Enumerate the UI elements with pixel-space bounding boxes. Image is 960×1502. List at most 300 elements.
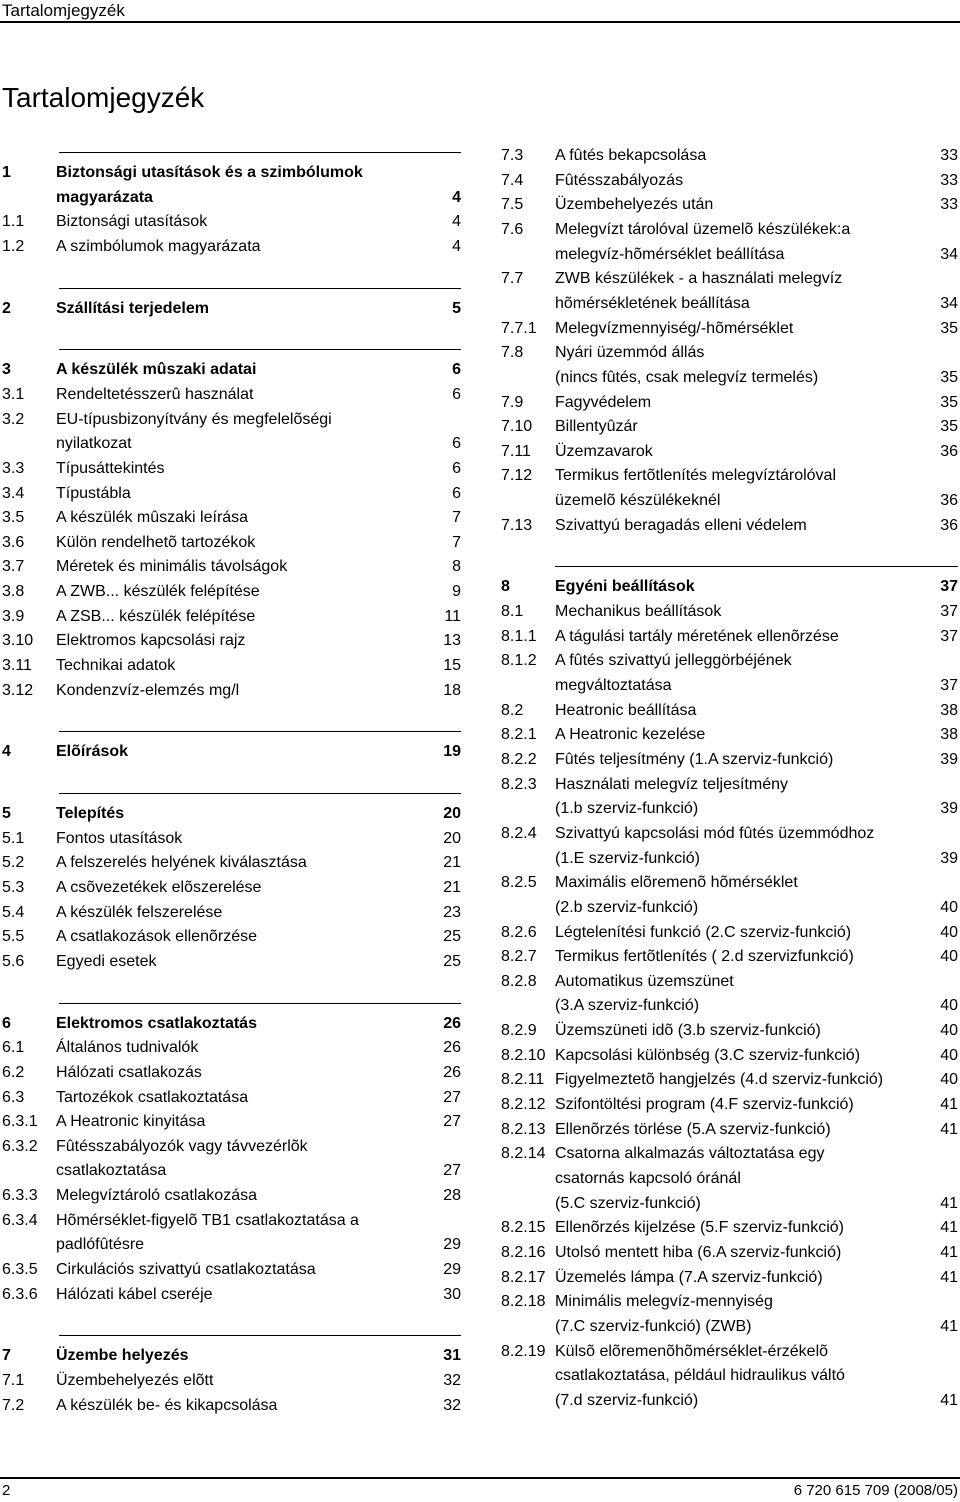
toc-entry[interactable]: [501, 1043, 958, 1068]
toc-entry[interactable]: [2, 357, 461, 382]
toc-entry-title: magyarázata: [56, 188, 153, 206]
toc-entry-page: 40: [940, 923, 958, 941]
toc-entry-title: (1.E szerviz-funkció): [555, 849, 700, 867]
toc-entry-title: Fagyvédelem: [555, 393, 652, 411]
toc-entry-number: 1: [2, 164, 11, 181]
toc-entry[interactable]: [2, 604, 461, 629]
toc-entry-title: A Heatronic kezelése: [555, 726, 706, 744]
section-rule: [59, 731, 461, 732]
toc-entry-title: (3.A szerviz-funkció): [555, 997, 700, 1015]
toc-entry-number: 3.12: [2, 681, 34, 699]
toc-entry-page: 33: [940, 196, 958, 214]
toc-entry-page: 26: [443, 1039, 461, 1057]
toc-entry-title: A ZWB... készülék felépítése: [56, 583, 260, 601]
toc-entry[interactable]: [2, 554, 461, 579]
toc-entry-number: 8.2.19: [501, 1342, 546, 1360]
toc-entry-title: Tartozékok csatlakoztatása: [56, 1088, 249, 1106]
toc-entry-number: 8.1.1: [501, 627, 537, 645]
toc-entry-number: 6.3.1: [2, 1113, 38, 1131]
toc-entry-page: 34: [940, 245, 958, 263]
toc-entry-title: Rendeltetésszerû használat: [56, 385, 254, 403]
toc-entry-number: 6.3.6: [2, 1285, 38, 1303]
toc-entry-title: Üzemszüneti idõ (3.b szerviz-funkció): [555, 1022, 821, 1040]
toc-entry-page: 7: [452, 533, 461, 551]
toc-entry[interactable]: [501, 463, 958, 488]
toc-entry-number: 8.2.6: [501, 923, 537, 941]
toc-entry-page: 26: [443, 1063, 461, 1081]
toc-entry-page: 27: [443, 1088, 461, 1106]
toc-entry-number: 8.2.13: [501, 1120, 546, 1138]
toc-entry[interactable]: [2, 209, 461, 234]
toc-entry-title: Szifontöltési program (4.F szerviz-funkció): [555, 1096, 854, 1114]
toc-entry-page: 33: [940, 147, 958, 164]
toc-entry[interactable]: [2, 1158, 461, 1183]
toc-entry[interactable]: [2, 1343, 461, 1368]
section-rule: [59, 793, 461, 794]
toc-entry-page: 36: [940, 492, 958, 510]
toc-entry-page: 40: [940, 1046, 958, 1064]
toc-entry-title: Telepítés: [56, 805, 125, 822]
toc-entry-number: 3.10: [2, 632, 34, 650]
toc-entry[interactable]: [501, 1265, 958, 1290]
toc-entry[interactable]: [2, 1393, 461, 1418]
toc-entry-page: 15: [443, 657, 461, 675]
toc-entry[interactable]: [501, 574, 958, 599]
toc-entry-title: Üzembehelyezés elõtt: [56, 1372, 214, 1389]
toc-entry-number: 6.3.5: [2, 1261, 38, 1279]
toc-entry-page: 41: [940, 1391, 958, 1409]
toc-entry[interactable]: [501, 365, 958, 390]
toc-entry-number: 6.3.4: [2, 1211, 38, 1229]
toc-entry-title: Figyelmeztetõ hangjelzés (4.d szerviz-funkció): [555, 1071, 884, 1089]
toc-entry-title: Hálózati kábel cseréje: [56, 1285, 213, 1303]
toc-entry-page: 26: [443, 1014, 461, 1032]
toc-entry[interactable]: [2, 530, 461, 555]
toc-entry-title: A készülék mûszaki adatai: [56, 361, 257, 379]
toc-entry[interactable]: [501, 1215, 958, 1240]
toc-entry-number: 7.1: [2, 1372, 25, 1389]
toc-entry[interactable]: [2, 579, 461, 604]
toc-entry-title: Hõmérséklet-figyelõ TB1 csatlakoztatása a: [56, 1211, 359, 1229]
toc-entry-number: 5.1: [2, 829, 25, 847]
toc-entry-number: 3.8: [2, 583, 25, 601]
toc-entry-number: 3.2: [2, 410, 25, 428]
toc-entry-title: Elektromos kapcsolási rajz: [56, 632, 246, 650]
toc-entry-page: 41: [940, 1243, 958, 1261]
toc-entry-page: 36: [940, 442, 958, 460]
toc-entry[interactable]: [2, 1208, 461, 1233]
toc-entry-page: 37: [940, 603, 958, 621]
toc-entry-title: Automatikus üzemszünet: [555, 972, 734, 990]
toc-entry-title: Fûtésszabályozás: [555, 171, 684, 189]
toc-entry-title: Hálózati csatlakozás: [56, 1063, 202, 1081]
toc-entry[interactable]: [501, 291, 958, 316]
toc-entry-title: A tágulási tartály méretének ellenõrzése: [555, 627, 839, 645]
toc-entry-number: 1.1: [2, 213, 25, 231]
toc-entry-title: melegvíz-hõmérséklet beállítása: [555, 245, 785, 263]
toc-entry[interactable]: [501, 242, 958, 267]
toc-entry-page: 40: [940, 1071, 958, 1089]
toc-entry-page: 35: [940, 418, 958, 436]
toc-entry-title: nyilatkozat: [56, 435, 132, 453]
toc-entry[interactable]: [501, 796, 958, 821]
toc-entry-number: 7.7.1: [501, 319, 537, 337]
toc-entry-page: 29: [443, 1236, 461, 1254]
section-rule: [59, 1003, 461, 1004]
toc-entry[interactable]: [501, 1363, 958, 1388]
toc-entry-number: 3: [2, 361, 11, 379]
toc-entry[interactable]: [2, 653, 461, 678]
toc-entry[interactable]: [2, 1134, 461, 1159]
toc-entry[interactable]: [501, 673, 958, 698]
toc-entry-number: 8.2.1: [501, 726, 537, 744]
toc-entry-page: 18: [443, 681, 461, 699]
toc-entry-title: Szivattyú beragadás elleni védelem: [555, 516, 807, 534]
toc-entry[interactable]: [501, 1240, 958, 1265]
toc-entry-number: 8.2.4: [501, 824, 537, 842]
toc-entry-title: Biztonsági utasítások és a szimbólumok: [56, 164, 363, 181]
toc-entry[interactable]: [501, 390, 958, 415]
toc-entry-title: A készülék be- és kikapcsolása: [56, 1396, 278, 1414]
toc-entry-number: 8.2.8: [501, 972, 537, 990]
toc-entry[interactable]: [2, 1109, 461, 1134]
toc-entry-page: 27: [443, 1162, 461, 1180]
toc-entry-number: 7.13: [501, 516, 533, 534]
toc-entry-title: (7.d szerviz-funkció): [555, 1391, 699, 1409]
toc-entry-title: Fûtésszabályozók vagy távvezérlõk: [56, 1137, 308, 1155]
toc-entry-title: (5.C szerviz-funkció): [555, 1194, 701, 1212]
toc-entry-title: Üzembe helyezés: [56, 1347, 189, 1365]
toc-entry-number: 8.2.7: [501, 948, 537, 966]
toc-entry[interactable]: [501, 1314, 958, 1339]
toc-entry-page: 34: [940, 294, 958, 312]
toc-entry-title: hõmérsékletének beállítása: [555, 294, 750, 312]
toc-entry-title: Mechanikus beállítások: [555, 603, 722, 621]
toc-entry-number: 7: [2, 1347, 11, 1365]
section-rule: [59, 349, 461, 350]
toc-entry[interactable]: [501, 599, 958, 624]
toc-entry-page: 32: [443, 1372, 461, 1389]
toc-entry-title: Minimális melegvíz-mennyiség: [555, 1293, 773, 1311]
toc-entry[interactable]: [2, 826, 461, 851]
toc-entry-title: Ellenõrzés törlése (5.A szerviz-funkció): [555, 1120, 831, 1138]
toc-entry[interactable]: [501, 698, 958, 723]
toc-entry-page: 37: [940, 578, 958, 596]
toc-entry-number: 6: [2, 1014, 11, 1032]
toc-entry-title: Üzembehelyezés után: [555, 196, 714, 214]
toc-entry-number: 8: [501, 578, 510, 596]
toc-entry-number: 3.6: [2, 533, 25, 551]
toc-entry-title: Utolsó mentett hiba (6.A szerviz-funkció): [555, 1243, 842, 1261]
toc-entry[interactable]: [501, 870, 958, 895]
toc-entry-page: 25: [443, 952, 461, 970]
toc-entry-title: üzemelõ készülékeknél: [555, 492, 721, 510]
toc-entry-title: Melegvíztároló csatlakozása: [56, 1187, 257, 1205]
toc-entry-title: csatlakoztatása, például hidraulikus váltó: [555, 1367, 845, 1385]
toc-entry-page: 41: [940, 1268, 958, 1286]
toc-entry[interactable]: [501, 1166, 958, 1191]
toc-entry-number: 7.9: [501, 393, 524, 411]
toc-entry-page: 38: [940, 726, 958, 744]
toc-entry-title: Biztonsági utasítások: [56, 213, 208, 231]
toc-entry-page: 4: [452, 237, 461, 255]
toc-entry-number: 8.2.15: [501, 1219, 546, 1237]
toc-entry-number: 7.2: [2, 1396, 25, 1414]
toc-entry-number: 8.1.2: [501, 652, 537, 670]
toc-entry[interactable]: [2, 1232, 461, 1257]
toc-entry[interactable]: [2, 678, 461, 703]
toc-entry[interactable]: [2, 1282, 461, 1307]
toc-entry-number: 8.2.3: [501, 775, 537, 793]
toc-entry-title: A felszerelés helyének kiválasztása: [56, 854, 307, 872]
toc-entry-page: 20: [443, 805, 461, 822]
toc-entry[interactable]: [501, 439, 958, 464]
toc-entry-number: 1.2: [2, 237, 25, 255]
toc-entry-number: 7.3: [501, 147, 524, 164]
toc-entry[interactable]: [2, 456, 461, 481]
toc-entry[interactable]: [2, 1368, 461, 1393]
toc-entry-page: 40: [940, 997, 958, 1015]
toc-entry-number: 3.7: [2, 558, 25, 576]
toc-entry[interactable]: [501, 944, 958, 969]
toc-entry-page: 39: [940, 750, 958, 768]
toc-entry-title: A fûtés szivattyú jelleggörbéjének: [555, 652, 792, 670]
toc-entry-number: 7.4: [501, 171, 524, 189]
toc-entry-title: megváltoztatása: [555, 677, 672, 694]
toc-entry-title: Kapcsolási különbség (3.C szerviz-funkció): [555, 1046, 861, 1064]
toc-entry-page: 4: [452, 188, 461, 206]
toc-entry-number: 8.2.2: [501, 750, 537, 768]
toc-entry[interactable]: [2, 875, 461, 900]
toc-entry[interactable]: [501, 1141, 958, 1166]
toc-entry-title: Egyedi esetek: [56, 952, 157, 970]
toc-entry[interactable]: [2, 407, 461, 432]
toc-entry-title: ZWB készülékek - a használati melegvíz: [555, 270, 843, 288]
toc-entry-number: 7.5: [501, 196, 524, 214]
footer-rule: [0, 1477, 960, 1479]
toc-entry-number: 5.5: [2, 928, 25, 946]
toc-entry-number: 7.7: [501, 270, 524, 288]
toc-entry-title: A csõvezetékek elõszerelése: [56, 878, 262, 896]
toc-entry[interactable]: [501, 513, 958, 538]
toc-entry-page: 40: [940, 1022, 958, 1040]
toc-entry-title: Billentyûzár: [555, 418, 638, 436]
toc-entry-title: Melegvízt tárolóval üzemelõ készülékek:a: [555, 220, 851, 238]
toc-entry[interactable]: [501, 192, 958, 217]
toc-entry-title: Elektromos csatlakoztatás: [56, 1014, 257, 1032]
toc-entry-title: A készülék felszerelése: [56, 903, 223, 921]
toc-entry[interactable]: [501, 772, 958, 797]
toc-entry[interactable]: [501, 920, 958, 945]
toc-entry-page: 9: [452, 583, 461, 601]
toc-entry[interactable]: [501, 846, 958, 871]
footer-doc-id: 6 720 615 709 (2008/05): [793, 1482, 958, 1499]
toc-entry-number: 3.9: [2, 607, 25, 625]
toc-entry-title: Heatronic beállítása: [555, 701, 697, 719]
toc-entry-page: 6: [452, 385, 461, 403]
toc-entry[interactable]: [2, 481, 461, 506]
toc-entry-title: A szimbólumok magyarázata: [56, 237, 261, 255]
toc-entry[interactable]: [501, 1289, 958, 1314]
toc-entry[interactable]: [501, 1067, 958, 1092]
toc-entry[interactable]: [2, 1060, 461, 1085]
toc-entry-page: 6: [452, 435, 461, 453]
toc-entry[interactable]: [501, 168, 958, 193]
toc-entry[interactable]: [501, 722, 958, 747]
toc-entry-page: 20: [443, 829, 461, 847]
toc-entry-title: Légtelenítési funkció (2.C szerviz-funkció): [555, 923, 852, 941]
toc-entry[interactable]: [2, 505, 461, 530]
toc-entry[interactable]: [2, 1257, 461, 1282]
toc-entry-number: 7.8: [501, 344, 524, 362]
toc-entry[interactable]: [501, 969, 958, 994]
toc-entry[interactable]: [2, 1035, 461, 1060]
toc-entry-page: 13: [443, 632, 461, 650]
toc-entry[interactable]: [2, 900, 461, 925]
toc-entry-page: 40: [940, 898, 958, 916]
toc-entry-number: 8.2.12: [501, 1096, 546, 1114]
toc-entry[interactable]: [501, 1117, 958, 1142]
toc-entry-number: 8.1: [501, 603, 524, 621]
toc-entry[interactable]: [2, 160, 461, 185]
toc-entry-number: 3.1: [2, 385, 25, 403]
toc-entry-title: Termikus fertõtlenítés ( 2.d szervizfunkció): [555, 948, 854, 966]
toc-entry-page: 23: [443, 903, 461, 921]
toc-entry-page: 29: [443, 1261, 461, 1279]
toc-entry[interactable]: [501, 143, 958, 168]
toc-entry[interactable]: [2, 1183, 461, 1208]
toc-entry[interactable]: [501, 993, 958, 1018]
toc-entry-number: 8.2.5: [501, 874, 537, 892]
footer-page-number: 2: [2, 1482, 11, 1499]
toc-entry-page: 11: [444, 607, 461, 625]
toc-entry-title: (2.b szerviz-funkció): [555, 898, 699, 916]
toc-entry-title: csatornás kapcsoló óránál: [555, 1170, 741, 1187]
toc-entry-page: 28: [443, 1187, 461, 1205]
toc-entry-number: 7.12: [501, 467, 533, 485]
toc-entry[interactable]: [2, 850, 461, 875]
toc-entry[interactable]: [2, 1011, 461, 1036]
toc-entry-page: 31: [443, 1347, 461, 1365]
toc-entry-title: Kondenzvíz-elemzés mg/l: [56, 681, 240, 699]
section-rule: [555, 566, 958, 567]
toc-entry-page: 19: [443, 743, 461, 761]
toc-entry-title: Használati melegvíz teljesítmény: [555, 775, 788, 793]
toc-entry-number: 6.1: [2, 1039, 25, 1057]
toc-entry[interactable]: [501, 821, 958, 846]
toc-entry[interactable]: [501, 1092, 958, 1117]
toc-entry-title: Cirkulációs szivattyú csatlakoztatása: [56, 1261, 316, 1279]
toc-entry[interactable]: [2, 296, 461, 321]
toc-entry[interactable]: [501, 895, 958, 920]
toc-entry[interactable]: [501, 217, 958, 242]
toc-entry[interactable]: [2, 1085, 461, 1110]
toc-entry-number: 3.11: [2, 657, 32, 675]
toc-entry-number: 8.2.14: [501, 1145, 546, 1163]
toc-entry-title: Maximális elõremenõ hõmérséklet: [555, 874, 798, 892]
toc-entry-page: 37: [940, 627, 958, 645]
toc-entry[interactable]: [501, 624, 958, 649]
toc-entry[interactable]: [501, 266, 958, 291]
running-header: [0, 0, 960, 23]
toc-entry[interactable]: [501, 1388, 958, 1413]
toc-entry-number: 7.11: [501, 442, 531, 460]
toc-entry-title: Típusáttekintés: [56, 459, 165, 477]
running-title: Tartalomjegyzék: [2, 1, 125, 20]
toc-entry-page: 41: [940, 1120, 958, 1138]
toc-entry-page: 4: [452, 213, 461, 231]
toc-entry-title: A csatlakozások ellenõrzése: [56, 928, 257, 946]
toc-entry-number: 7.10: [501, 418, 533, 436]
toc-entry-title: Szállítási terjedelem: [56, 299, 209, 317]
toc-entry-page: 5: [452, 299, 461, 317]
toc-entry-title: Nyári üzemmód állás: [555, 344, 705, 362]
toc-entry-page: 8: [452, 558, 461, 576]
toc-entry-number: 8.2.17: [501, 1268, 546, 1286]
toc-entry-title: (nincs fûtés, csak melegvíz termelés): [555, 368, 819, 386]
toc-entry-number: 5.3: [2, 878, 25, 896]
toc-entry[interactable]: [501, 1339, 958, 1364]
toc-entry-title: Ellenõrzés kijelzése (5.F szerviz-funkció): [555, 1219, 844, 1237]
toc-entry-title: (1.b szerviz-funkció): [555, 800, 699, 818]
toc-entry[interactable]: [2, 382, 461, 407]
toc-entry[interactable]: [2, 801, 461, 826]
toc-entry-title: csatlakoztatása: [56, 1162, 167, 1180]
toc-entry[interactable]: [501, 1018, 958, 1043]
toc-entry-page: 35: [940, 368, 958, 386]
toc-entry[interactable]: [2, 739, 461, 764]
toc-entry[interactable]: [501, 316, 958, 341]
toc-entry-title: padlófûtésre: [56, 1236, 145, 1254]
toc-entry-title: EU-típusbizonyítvány és megfelelõségi: [56, 410, 332, 428]
toc-entry-number: 6.3.3: [2, 1187, 38, 1205]
toc-entry-title: Üzemelés lámpa (7.A szerviz-funkció): [555, 1268, 823, 1286]
section-rule: [59, 152, 461, 153]
toc-entry-title: Üzemzavarok: [555, 442, 653, 460]
toc-entry-page: 21: [443, 878, 461, 896]
toc-entry-number: 8.2: [501, 701, 524, 719]
toc-entry-number: 6.3: [2, 1088, 25, 1106]
toc-entry-title: Egyéni beállítások: [555, 578, 695, 596]
toc-entry[interactable]: [2, 234, 461, 259]
toc-entry-number: 5.6: [2, 952, 25, 970]
toc-entry-page: 40: [940, 948, 958, 966]
toc-entry-title: Technikai adatok: [56, 657, 176, 675]
toc-entry[interactable]: [2, 924, 461, 949]
toc-entry-page: 27: [443, 1113, 461, 1131]
toc-entry-page: 30: [443, 1285, 461, 1303]
toc-entry-title: A ZSB... készülék felépítése: [56, 607, 256, 625]
toc-entry-number: 6.2: [2, 1063, 25, 1081]
toc-entry[interactable]: [501, 414, 958, 439]
toc-entry-title: Fontos utasítások: [56, 829, 183, 847]
toc-entry[interactable]: [501, 488, 958, 513]
toc-entry[interactable]: [2, 185, 461, 210]
toc-entry[interactable]: [2, 431, 461, 456]
toc-entry[interactable]: [2, 628, 461, 653]
toc-entry[interactable]: [501, 340, 958, 365]
toc-entry-page: 35: [940, 319, 958, 337]
toc-entry-title: Termikus fertõtlenítés melegvíztárolóval: [555, 467, 836, 485]
toc-entry[interactable]: [2, 949, 461, 974]
toc-entry-title: (7.C szerviz-funkció) (ZWB): [555, 1317, 752, 1335]
toc-entry-page: 36: [940, 516, 958, 534]
toc-entry-page: 35: [940, 393, 958, 411]
toc-entry[interactable]: [501, 648, 958, 673]
toc-entry-number: 8.2.18: [501, 1293, 546, 1311]
toc-entry[interactable]: [501, 1191, 958, 1216]
toc-entry[interactable]: [501, 747, 958, 772]
